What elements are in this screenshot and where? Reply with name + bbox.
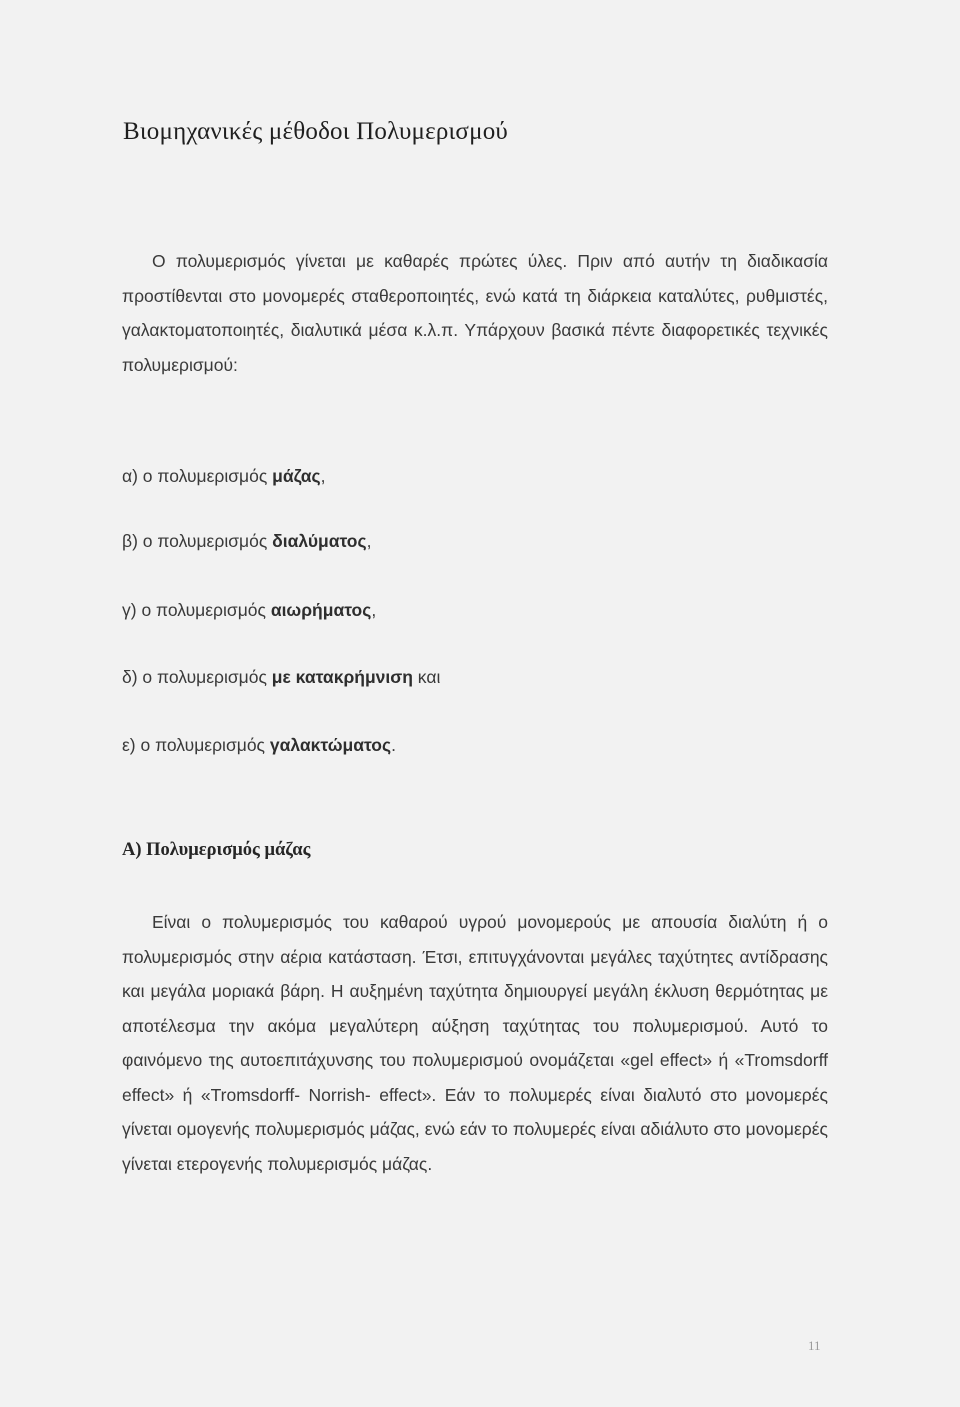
section-body-bulk: Είναι ο πολυμερισμός του καθαρού υγρού μονομερούς με απουσία διαλύτη ή ο πολυμερισμός στην αέρια κατάσταση. Έτσι, επιτυγχάνονται μεγάλες ταχύτητες αντίδρασης και μεγάλα μοριακά βάρη. Η αυξημένη ταχύτητα δημιουργεί μεγάλη έκλυση θερμότητας με αποτέλεσμα την ακόμα μεγαλύτερη αύξηση ταχύτητας του πολυμερισμού. Αυτό το φαινόμενο της αυτοεπιτάχυνσης του πολυμερισμού ονομάζεται «gel effect» ή «Tromsdorff effect» ή «Tromsdorff- Norrish- effect». Εάν το πολυμερές είναι διαλυτό στο μονομερές γίνεται ομογενής πολυμερισμός μάζας, ενώ εάν το πολυμερές είναι αδιάλυτο στο μονομερές γίνεται ετερογενής πολυμερισμός μάζας. bbox=[122, 912, 828, 1174]
technique-suffix: . bbox=[391, 735, 396, 755]
technique-item-precipitation bbox=[122, 667, 440, 688]
technique-item-bulk bbox=[122, 466, 325, 487]
technique-suffix: και bbox=[412, 667, 441, 687]
technique-prefix: ε) ο πολυμερισμός bbox=[122, 735, 270, 755]
page-number: 11 bbox=[808, 1338, 821, 1353]
technique-term: με κατακρήμνιση bbox=[271, 667, 413, 687]
technique-prefix: γ) ο πολυμερισμός bbox=[122, 600, 271, 620]
page-title: Βιομηχανικές μέθοδοι Πολυμερισμού bbox=[123, 118, 508, 145]
technique-term: μάζας bbox=[272, 466, 321, 486]
technique-term: αιωρήματος bbox=[270, 600, 372, 620]
technique-term: διαλύματος bbox=[272, 531, 367, 551]
technique-term: γαλακτώματος bbox=[269, 735, 392, 755]
technique-suffix: , bbox=[371, 600, 377, 620]
technique-prefix: δ) ο πολυμερισμός bbox=[122, 667, 272, 687]
technique-suffix: , bbox=[320, 466, 326, 486]
technique-prefix: α) ο πολυμερισμός bbox=[122, 466, 273, 486]
technique-prefix: β) ο πολυμερισμός bbox=[122, 531, 273, 551]
technique-item-emulsion bbox=[122, 735, 396, 756]
technique-suffix: , bbox=[366, 531, 372, 551]
intro-paragraph: Ο πολυμερισμός γίνεται με καθαρές πρώτες ύλες. Πριν από αυτήν τη διαδικασία προστίθενται στο μονομερές σταθεροποιητές, ενώ κατά τη διάρκεια καταλύτες, ρυθμιστές, γαλακτοματοποιητές, διαλυτικά μέσα κ.λ.π. Υπάρχουν βασικά πέντε διαφορετικές τεχνικές πολυμερισμού: bbox=[122, 251, 828, 375]
technique-item-solution bbox=[122, 531, 371, 552]
technique-item-suspension bbox=[122, 600, 376, 621]
section-heading-bulk: Α) Πολυμερισμός μάζας bbox=[122, 840, 311, 860]
